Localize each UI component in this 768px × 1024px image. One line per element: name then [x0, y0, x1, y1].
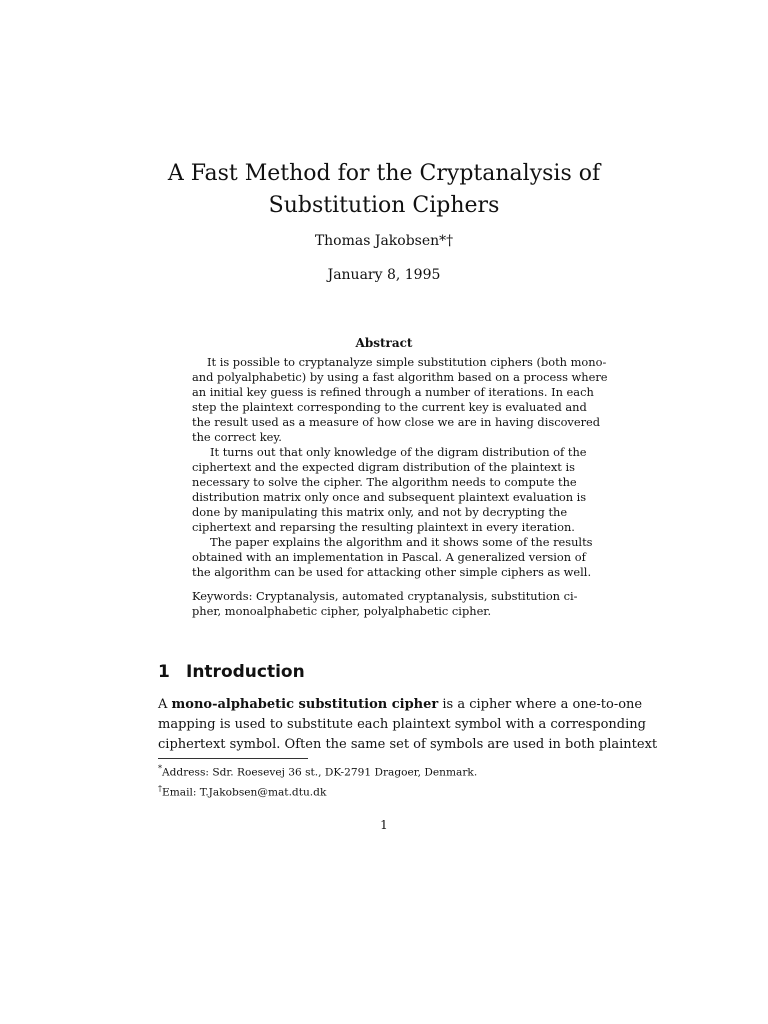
abstract-line: The paper explains the algorithm and it shows some of the results: [210, 535, 593, 549]
section-title: Introduction: [186, 662, 305, 682]
title-line-1: A Fast Method for the Cryptanalysis of: [167, 161, 601, 186]
intro-prefix: A: [158, 697, 172, 712]
footnote-1-mark: *: [158, 764, 162, 773]
intro-line: mapping is used to substitute each plaintext symbol with a corresponding: [158, 717, 646, 732]
intro-rest: is a cipher where a one-to-one: [438, 697, 643, 712]
abstract-line: necessary to solve the cipher. The algorithm needs to compute the: [192, 475, 577, 489]
abstract-line: the result used as a measure of how close we are in having discovered: [192, 415, 601, 429]
section-number: 1: [158, 662, 170, 682]
footnote-rule: [158, 758, 308, 759]
keywords-line: pher, monoalphabetic cipher, polyalphabetic cipher.: [192, 604, 492, 618]
intro-line: ciphertext symbol. Often the same set of symbols are used in both plaintext: [158, 737, 658, 752]
introduction-body: [158, 695, 658, 755]
abstract-body: [192, 355, 608, 619]
intro-term-bold: mono-alphabetic substitution cipher: [171, 697, 439, 712]
section-heading-introduction: [158, 661, 305, 683]
paper-title: [0, 158, 768, 222]
keywords-line: Keywords: Cryptanalysis, automated cryptanalysis, substitution ci-: [192, 589, 578, 603]
abstract-line: the algorithm can be used for attacking other simple ciphers as well.: [192, 565, 592, 579]
abstract-heading: Abstract: [355, 336, 413, 350]
abstract-line: step the plaintext corresponding to the current key is evaluated and: [192, 400, 587, 414]
footnote-1: [158, 761, 477, 781]
abstract-line: the correct key.: [192, 430, 282, 444]
title-line-2: Substitution Ciphers: [268, 193, 500, 218]
abstract-line: ciphertext and the expected digram distribution of the plaintext is: [192, 460, 575, 474]
publication-date: January 8, 1995: [327, 267, 441, 283]
abstract-line: It turns out that only knowledge of the digram distribution of the: [210, 445, 587, 459]
page-number: 1: [380, 818, 388, 832]
abstract-line: obtained with an implementation in Pascal. A generalized version of: [192, 550, 586, 564]
abstract-line: It is possible to cryptanalyze simple substitution ciphers (both mono-: [207, 355, 607, 369]
author-name: Thomas Jakobsen*†: [314, 233, 454, 249]
footnote-2-text: Email: T.Jakobsen@mat.dtu.dk: [162, 786, 327, 799]
abstract-line: ciphertext and reparsing the resulting plaintext in every iteration.: [192, 520, 575, 534]
abstract-line: done by manipulating this matrix only, and not by decrypting the: [192, 505, 568, 519]
footnote-2: [158, 781, 477, 801]
footnote-1-text: Address: Sdr. Roesevej 36 st., DK-2791 Dragoer, Denmark.: [162, 766, 478, 779]
abstract-line: and polyalphabetic) by using a fast algorithm based on a process where: [192, 370, 608, 384]
intro-line-1: [158, 695, 643, 715]
abstract-line: an initial key guess is refined through a number of iterations. In each: [192, 385, 594, 399]
abstract-line: distribution matrix only once and subsequent plaintext evaluation is: [192, 490, 587, 504]
footnotes: [158, 761, 477, 800]
footnote-2-mark: †: [158, 783, 162, 793]
